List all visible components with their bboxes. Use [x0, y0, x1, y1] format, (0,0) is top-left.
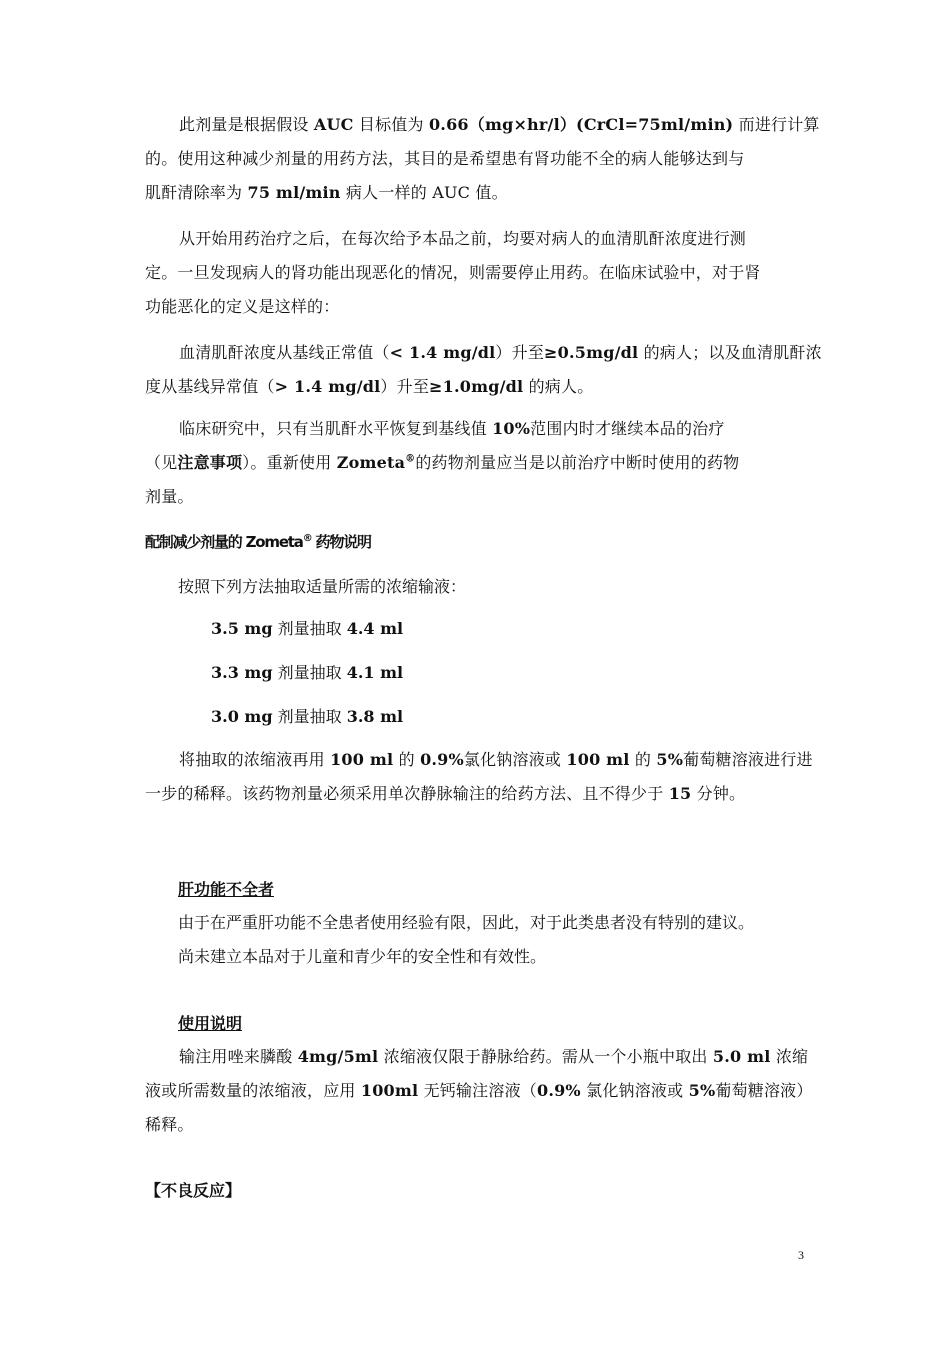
text-run: 0.9%: [420, 750, 464, 769]
text-run: < 1.4 mg/dl: [389, 343, 496, 362]
text-line: [111, 446, 810, 480]
section-title-liver: 肝功能不全者: [178, 880, 275, 899]
text-run: 75 ml/min: [247, 183, 341, 202]
text-run: Zometa: [336, 453, 406, 472]
text-run: 4mg/5ml: [297, 1047, 379, 1066]
dose-line: [211, 704, 403, 730]
text-line: 的。使用这种减少剂量的用药方法，其目的是希望患有肾功能不全的病人能够达到与: [145, 149, 745, 168]
paragraph-monitoring: [145, 222, 810, 324]
dose-line: [211, 616, 403, 642]
text-run: 范围内时才继续本品的治疗: [530, 419, 725, 438]
text-run: 浓缩: [770, 1047, 809, 1066]
text-run: 而进行计算: [733, 115, 820, 134]
dose-ml: 3.8 ml: [346, 707, 404, 726]
text-run: 10%: [492, 419, 531, 438]
text-run: 病人一样的: [340, 183, 433, 202]
text-run: 的: [393, 750, 421, 769]
text-run: 100ml: [360, 1081, 419, 1100]
text-run: ≥0.5mg/dl: [544, 343, 639, 362]
text-run: 剂量抽取: [272, 707, 347, 726]
text-run: ）升至: [495, 343, 545, 362]
dose-mg: 3.5 mg: [211, 619, 273, 638]
text-run: 度从基线异常值（: [145, 377, 275, 396]
text-line: [145, 108, 820, 142]
text-run: > 1.4 mg/dl: [274, 377, 381, 396]
text-run: 葡萄糖溶液进行进: [683, 750, 813, 769]
page-number: 3: [798, 1248, 804, 1262]
text-line: 尚未建立本品对于儿童和青少年的安全性和有效性。: [178, 947, 547, 966]
text-line: [111, 176, 810, 210]
text-run: 输注用唑来膦酸: [179, 1047, 298, 1066]
text-run: 液或所需数量的浓缩液，应用: [145, 1081, 361, 1100]
text-run: AUC: [432, 183, 471, 202]
text-run: 血清肌酐浓度从基线正常值（: [179, 343, 390, 362]
paragraph-dose-basis: [145, 108, 820, 210]
text-run: 的病人。: [523, 377, 594, 396]
text-run: 5%: [688, 1081, 716, 1100]
text-run: 100 ml: [330, 750, 394, 769]
text-line: 定。一旦发现病人的肾功能出现恶化的情况，则需要停止用药。在临床试验中，对于肾: [145, 263, 761, 282]
text-run: 药物说明: [311, 533, 371, 551]
section-title-usage: 使用说明: [178, 1014, 243, 1033]
dose-line: [211, 660, 403, 686]
text-run: 剂量抽取: [272, 619, 347, 638]
text-run: 的病人；以及血清肌酐浓: [638, 343, 822, 362]
text-line: [111, 1074, 813, 1108]
text-line: [111, 777, 810, 811]
text-run: 0.66（mg×hr/l）(CrCl=75ml/min): [428, 115, 734, 134]
text-line: 由于在严重肝功能不全患者使用经验有限，因此，对于此类患者没有特别的建议。: [178, 913, 755, 932]
text-run: （见: [145, 453, 178, 472]
registered-mark: ®: [302, 533, 312, 544]
text-run: 0.9%: [536, 1081, 581, 1100]
section-heading-reduced-dose: [145, 528, 371, 556]
text-run: 肌酐清除率为: [145, 183, 248, 202]
text-run: 15: [668, 784, 692, 803]
text-line: 功能恶化的定义是这样的：: [145, 297, 340, 316]
text-line: [145, 743, 813, 777]
text-run: 5.0 ml: [712, 1047, 771, 1066]
text-run: 葡萄糖溶液）: [715, 1081, 813, 1100]
text-run: 将抽取的浓缩液再用: [179, 750, 331, 769]
text-line: [145, 1040, 810, 1074]
text-run: 注意事项: [177, 453, 243, 472]
text-run: 临床研究中，只有当肌酐水平恢复到基线值: [179, 419, 493, 438]
paragraph-usage: [145, 1040, 813, 1142]
text-run: 此剂量是根据假设: [179, 115, 314, 134]
dose-ml: 4.1 ml: [346, 663, 404, 682]
text-run: 氯化钠溶液或: [463, 750, 567, 769]
text-run: 的药物剂量应当是以前治疗中断时使用的药物: [415, 453, 740, 472]
text-line: [145, 412, 810, 446]
paragraph-resume: [145, 412, 810, 514]
text-run: 目标值为: [353, 115, 429, 134]
text-run: 值。: [470, 183, 508, 202]
registered-mark: ®: [405, 453, 416, 465]
dose-mg: 3.0 mg: [211, 707, 273, 726]
text-run: 浓缩液仅限于静脉给药。需从一个小瓶中取出: [378, 1047, 713, 1066]
paragraph-dilution: [145, 743, 813, 811]
paragraph-definition: [145, 336, 822, 404]
text-line: 从开始用药治疗之后，在每次给予本品之前，均要对病人的血清肌酐浓度进行测: [179, 229, 747, 248]
text-run: 氯化钠溶液或: [580, 1081, 689, 1100]
text-run: ）升至: [380, 377, 430, 396]
text-line: 稀释。: [145, 1115, 194, 1134]
text-run: ≥1.0mg/dl: [429, 377, 524, 396]
dose-ml: 4.4 ml: [346, 619, 404, 638]
text-run: 配制减少剂量的 Zometa: [145, 533, 303, 551]
text-run: 无钙输注溶液（: [418, 1081, 537, 1100]
text-run: 剂量抽取: [272, 663, 347, 682]
text-line: [111, 370, 810, 404]
text-run: 一步的稀释。该药物剂量必须采用单次静脉输注的给药方法、且不得少于: [145, 784, 669, 803]
text-line: [145, 336, 822, 370]
text-run: 的: [629, 750, 657, 769]
text-run: ）。重新使用: [242, 453, 337, 472]
text-run: 100 ml: [566, 750, 630, 769]
text-run: 分钟。: [691, 784, 746, 803]
dose-mg: 3.3 mg: [211, 663, 273, 682]
text-run: 5%: [656, 750, 684, 769]
text-line: 剂量。: [145, 487, 194, 506]
instruction-text: 按照下列方法抽取适量所需的浓缩输液：: [178, 577, 467, 596]
text-run: AUC: [313, 115, 354, 134]
section-heading-adverse: 【不良反应】: [145, 1181, 242, 1200]
